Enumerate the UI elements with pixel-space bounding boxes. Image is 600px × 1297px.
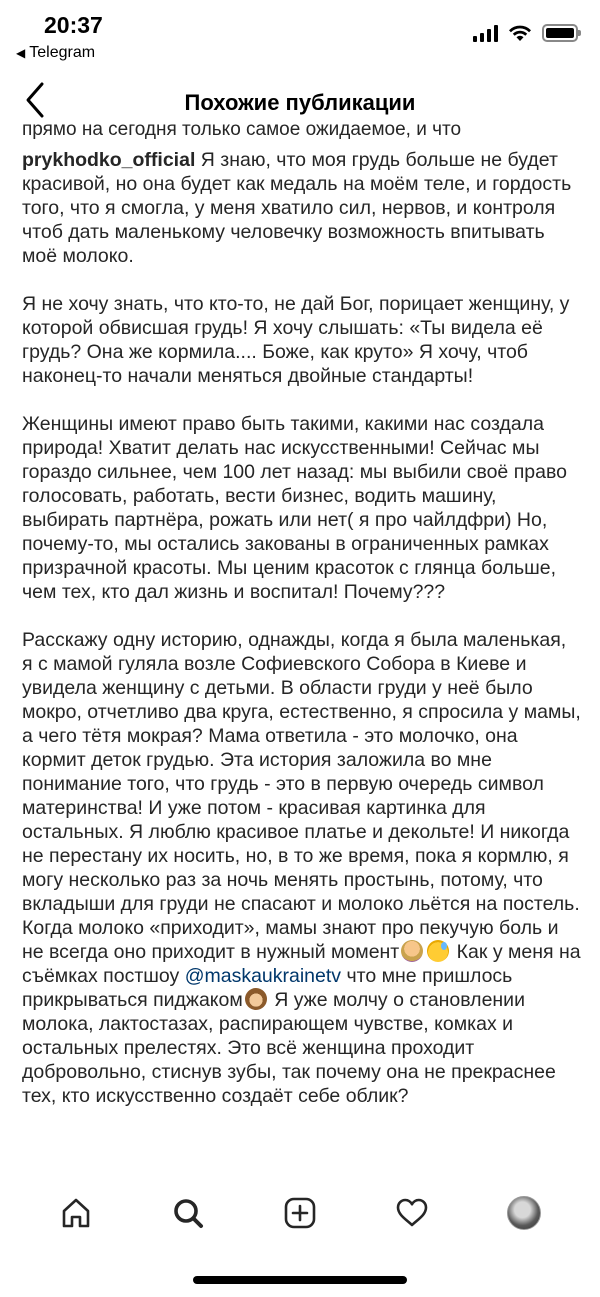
caption-paragraph: Я не хочу знать, что кто-то, не дай Бог, порицает женщину, у которой обвисшая грудь! Я хочу слышать: «Ты видела её грудь? Она же кормила.... Боже, как круто» Я хочу, чтоб наконец-то начали меняться двойные стандарты!	[22, 293, 570, 387]
tab-activity[interactable]	[382, 1188, 442, 1238]
search-icon	[171, 1196, 205, 1230]
post-username[interactable]: prykhodko_official	[22, 149, 196, 171]
caption-text: Я знаю, что моя грудь больше не будет красивой, но она будет как медаль на моём теле, и гордость того, что я смогла, у меня хватило сил, нервов, и контроля чтоб дать маленькому человечку возможность впитывать моё молоко.	[22, 149, 572, 267]
cellular-signal-icon	[473, 24, 498, 42]
woman-gesturing-emoji	[401, 940, 423, 962]
sweat-smile-emoji	[427, 940, 449, 962]
wifi-icon	[508, 24, 532, 42]
status-time: 20:37	[44, 12, 103, 38]
back-to-telegram-link[interactable]	[16, 44, 95, 62]
caption-text: что мне пришлось прикрываться пиджаком	[22, 965, 513, 1011]
post-caption	[22, 148, 582, 1132]
caption-paragraph	[22, 148, 582, 268]
battery-icon	[542, 24, 578, 42]
mention-link[interactable]: @maskaukrainetv	[184, 965, 342, 987]
tab-home[interactable]	[46, 1188, 106, 1238]
new-post-icon	[283, 1196, 317, 1230]
page-title: Похожие публикации	[184, 90, 416, 115]
post-caption-area[interactable]	[0, 119, 600, 1182]
caption-text: Как у меня на съёмках постшоу	[22, 941, 581, 987]
tab-bar	[0, 1182, 600, 1244]
back-triangle-icon: ◀	[16, 46, 26, 60]
caption-text: Расскажу одну историю, однажды, когда я была маленькая, я с мамой гуляла возле Софиевского Собора в Киеве и увидела женщину с детьми. В области груди у неё было мокро, отчетливо два круга, естественно, я спросила у мамы, а чего тётя мокрая? Мама ответила - это молочко, она кормит деток грудью. Эта история заложила во мне понимание того, что грудь - это в первую очередь символ материнства! И уже потом - красивая картинка для остальных. Я люблю красивое платье и декольте! И никогда не перестану их носить, но, в то же время, пока я кормлю, я могу несколько раз за ночь менять простынь, потому, что вкладыши для груди не спасают и молоко льётся на постель. Когда молоко «приходит», мамы знают про пекучую боль и не всегда оно приходит в нужный момент	[22, 629, 581, 963]
status-bar	[0, 0, 600, 70]
profile-avatar	[507, 1196, 541, 1230]
see-no-evil-monkey-emoji	[245, 988, 267, 1010]
home-indicator[interactable]	[193, 1276, 407, 1284]
home-icon	[59, 1196, 93, 1230]
caption-paragraph	[22, 628, 582, 1108]
caption-text: Я уже молчу о становлении молока, лактостазах, распирающем чувстве, комках и остальных прелестях. Это всё женщина проходит добровольно, стиснув зубы, так почему она не прекраснее тех, кто искусственно создаёт себе облик?	[22, 989, 556, 1107]
tab-profile[interactable]	[494, 1188, 554, 1238]
tab-new-post[interactable]	[270, 1188, 330, 1238]
clipped-previous-line: прямо на сегодня только самое ожидаемое, и что	[22, 119, 462, 140]
activity-heart-icon	[395, 1196, 429, 1230]
status-icons	[473, 24, 578, 42]
back-app-label: Telegram	[29, 44, 96, 61]
tab-search[interactable]	[158, 1188, 218, 1238]
caption-paragraph: Женщины имеют право быть такими, какими нас создала природа! Хватит делать нас искусственными! Сейчас мы гораздо сильнее, чем 100 лет назад: мы выбили своё право голосовать, работать, вести бизнес, водить машину, выбирать партнёра, рожать или нет( я про чайлдфри) Но, почему-то, мы остались закованы в ограниченных рамках призрачной красоты. Мы ценим красоток с глянца больше, чем тех, кто дал жизнь и воспитал! Почему???	[22, 413, 567, 603]
